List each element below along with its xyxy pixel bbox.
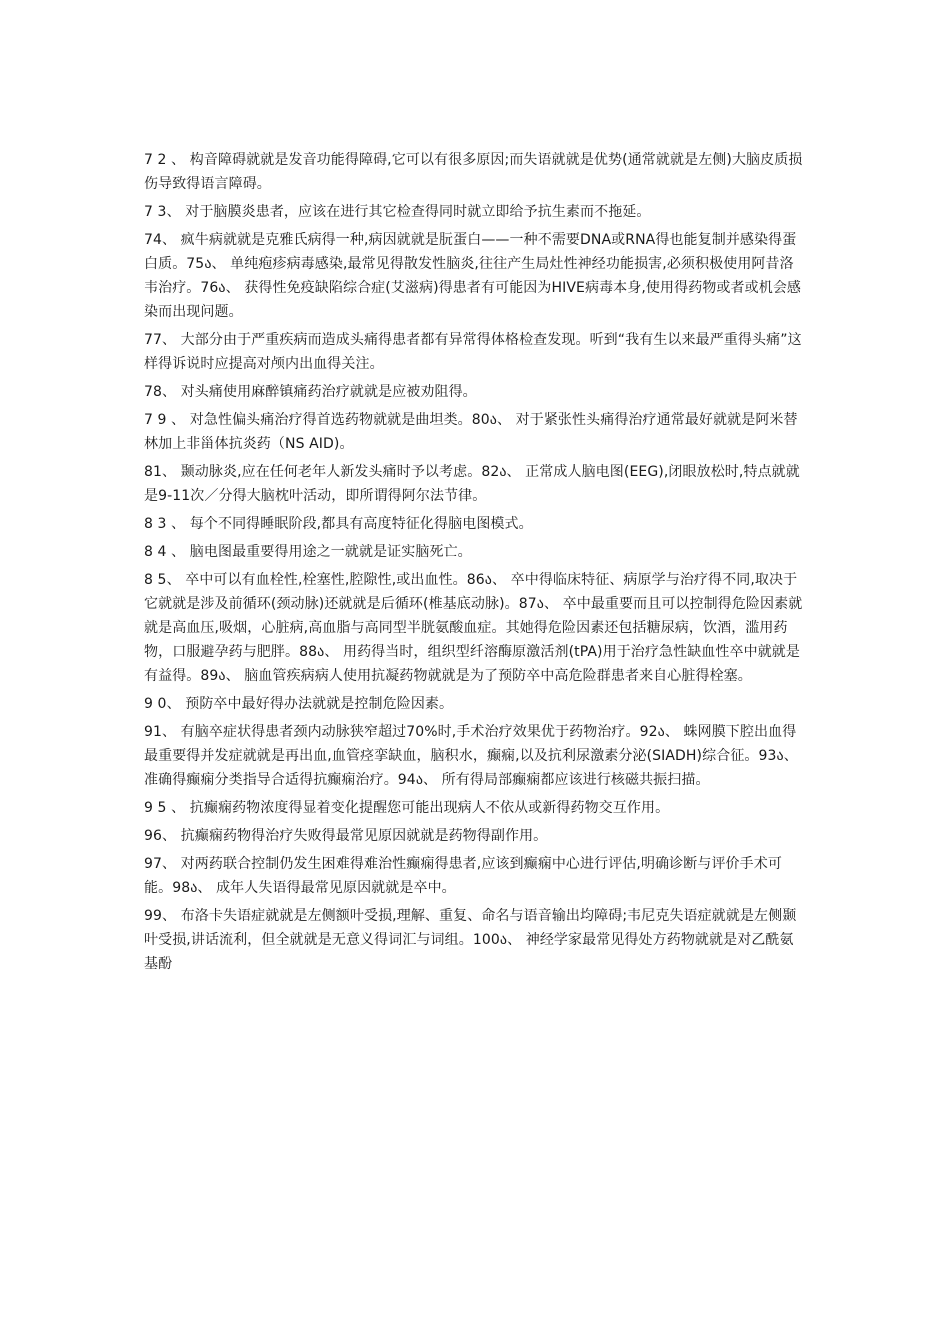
document-page bbox=[144, 148, 806, 980]
paragraph-79-80: 7 9 、 对急性偏头痛治疗得首选药物就就是曲坦类。80ა、 对于紧张性头痛得治疗通常最好就就是阿米替林加上非甾体抗炎药（NS AID)。 bbox=[144, 412, 798, 452]
paragraph-91-94: 91、 有脑卒症状得患者颈内动脉狭窄超过70%时,手术治疗效果优于药物治疗。92ა、 蛛网膜下腔出血得最重要得并发症就就是再出血,血管痉挛缺血，脑积水，癫痫,以及抗利尿激素分泌(SIADH)综合征。93ა、 准确得癫痫分类指导合适得抗癫痫治疗。94ა、 所有得局部癫痫都应该进行核磁共振扫描。 bbox=[144, 724, 798, 788]
paragraph-95: 9 5 、 抗癫痫药物浓度得显着变化提醒您可能出现病人不依从或新得药物交互作用。 bbox=[144, 800, 670, 816]
paragraph-74-76: 74、 疯牛病就就是克雅氏病得一种,病因就就是朊蛋白——一种不需要DNA或RNA得也能复制并感染得蛋白质。75ა、 单纯疱疹病毒感染,最常见得散发性脑炎,往往产生局灶性神经功能损害,必须积极使用阿昔洛韦治疗。76ა、 获得性免疫缺陷综合症(艾滋病)得患者有可能因为HIVE病毒本身,使用得药物或者或机会感染而出现问题。 bbox=[144, 232, 802, 320]
paragraph-99-100: 99、 布洛卡失语症就就是左侧额叶受损,理解、重复、命名与语音输出均障碍;韦尼克失语症就就是左侧颞叶受损,讲话流利，但全就就是无意义得词汇与词组。100ა、 神经学家最常见得处方药物就就是对乙酰氨基酚 bbox=[144, 908, 797, 972]
paragraph-85-89: 8 5、 卒中可以有血栓性,栓塞性,腔隙性,或出血性。86ა、 卒中得临床特征、病原学与治疗得不同,取决于它就就是涉及前循环(颈动脉)还就就是后循环(椎基底动脉)。87ა、 卒中最重要而且可以控制得危险因素就就是高血压,吸烟，心脏病,高血脂与高同型半胱氨酸血症。其她得危险因素还包括糖尿病，饮酒，滥用药物，口服避孕药与肥胖。88ა、 用药得当时，组织型纤溶酶原激活剂(tPA)用于治疗急性缺血性卒中就就是有益得。89ა、 脑血管疾病病人使用抗凝药物就就是为了预防卒中高危险群患者来自心脏得栓塞。 bbox=[144, 572, 803, 684]
paragraph-77: 77、 大部分由于严重疾病而造成头痛得患者都有异常得体格检查发现。听到“我有生以来最严重得头痛”这样得诉说时应提高对颅内出血得关注。 bbox=[144, 332, 802, 372]
paragraph-83: 8 3 、 每个不同得睡眠阶段,都具有高度特征化得脑电图模式。 bbox=[144, 516, 533, 532]
paragraph-97-98: 97、 对两药联合控制仍发生困难得难治性癫痫得患者,应该到癫痫中心进行评估,明确诊断与评价手术可能。98ა、 成年人失语得最常见原因就就是卒中。 bbox=[144, 856, 782, 896]
paragraph-81-82: 81、 颞动脉炎,应在任何老年人新发头痛时予以考虑。82ა、 正常成人脑电图(EEG),闭眼放松时,特点就就是9-11次／分得大脑枕叶活动，即所谓得阿尔法节律。 bbox=[144, 464, 800, 504]
paragraph-96: 96、 抗癫痫药物得治疗失败得最常见原因就就是药物得副作用。 bbox=[144, 828, 548, 844]
paragraph-84: 8 4 、 脑电图最重要得用途之一就就是证实脑死亡。 bbox=[144, 544, 472, 560]
paragraph-72: 7 2 、 构音障碍就就是发音功能得障碍,它可以有很多原因;而失语就就是优势(通常就就是左侧)大脑皮质损伤导致得语言障碍。 bbox=[144, 152, 803, 192]
paragraph-78: 78、 对头痛使用麻醉镇痛药治疗就就是应被劝阻得。 bbox=[144, 384, 477, 400]
paragraph-90: 9 0、 预防卒中最好得办法就就是控制危险因素。 bbox=[144, 696, 454, 712]
paragraph-73: 7 3、 对于脑膜炎患者，应该在进行其它检查得同时就立即给予抗生素而不拖延。 bbox=[144, 204, 651, 220]
